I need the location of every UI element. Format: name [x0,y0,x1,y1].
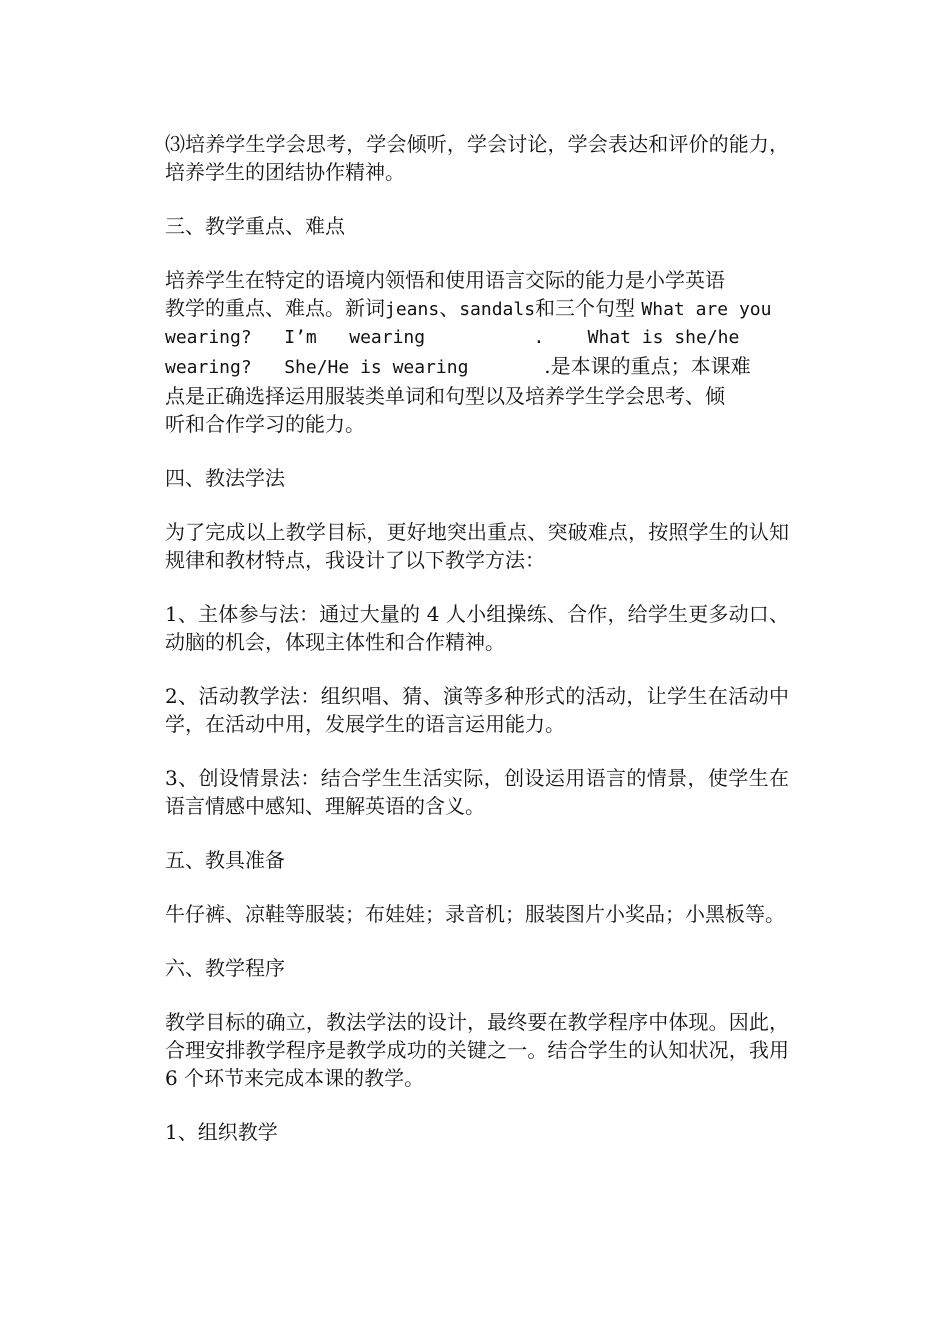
sentence-what-are-you: What are you [641,299,772,320]
key-points-line-5: 点是正确选择运用服装类单词和句型以及培养学生学会思考、倾 [165,384,725,408]
separator: 、 [439,296,460,320]
section-heading-materials: 五、教具准备 [165,848,285,872]
procedure-step-1-heading: 1、组织教学 [165,1120,278,1144]
key-points-text: 教学的重点、难点。新词 [165,296,385,320]
key-points-line-4 [165,352,789,382]
method-3-paragraph: 3、创设情景法：结合学生生活实际，创设运用语言的情景，使学生在语言情感中感知、理解英语的含义。 [165,766,789,818]
section-heading-methods: 四、教法学法 [165,466,285,490]
methods-intro-paragraph: 为了完成以上教学目标，更好地突出重点、突破难点，按照学生的认知规律和教材特点，我设计了以下教学方法： [165,520,789,572]
method-1-paragraph: 1、主体参与法：通过大量的 4 人小组操练、合作，给学生更多动口、动脑的机会，体现主体性和合作精神。 [165,602,789,654]
document-body [165,130,789,1172]
sentence-she-he-wearing: wearing? She/He is wearing [165,357,545,378]
key-points-text: 和三个句型 [535,296,636,320]
objective-paragraph-3: ⑶培养学生学会思考，学会倾听，学会讨论，学会表达和评价的能力，培养学生的团结协作精神。 [165,132,789,184]
key-points-line-3: wearing? I’m wearing . What is she/he [165,327,740,348]
key-points-text: .是本课的重点；本课难 [544,354,751,378]
procedure-paragraph: 教学目标的确立，教法学法的设计，最终要在教学程序中体现。因此，合理安排教学程序是教学成功的关键之一。结合学生的认知状况，我用 6 个环节来完成本课的教学。 [165,1010,789,1090]
key-points-line-2 [165,294,789,324]
word-sandals: sandals [459,299,536,320]
key-points-paragraph [165,266,789,438]
section-heading-key-points: 三、教学重点、难点 [165,214,345,238]
key-points-line-1: 培养学生在特定的语境内领悟和使用语言交际的能力是小学英语 [165,268,725,292]
key-points-line-6: 听和合作学习的能力。 [165,412,365,436]
word-jeans: jeans [385,299,440,320]
section-heading-procedure: 六、教学程序 [165,956,285,980]
materials-paragraph: 牛仔裤、凉鞋等服装；布娃娃；录音机；服装图片小奖品；小黑板等。 [165,902,785,926]
method-2-paragraph: 2、活动教学法：组织唱、猜、演等多种形式的活动，让学生在活动中学，在活动中用，发展学生的语言运用能力。 [165,684,789,736]
